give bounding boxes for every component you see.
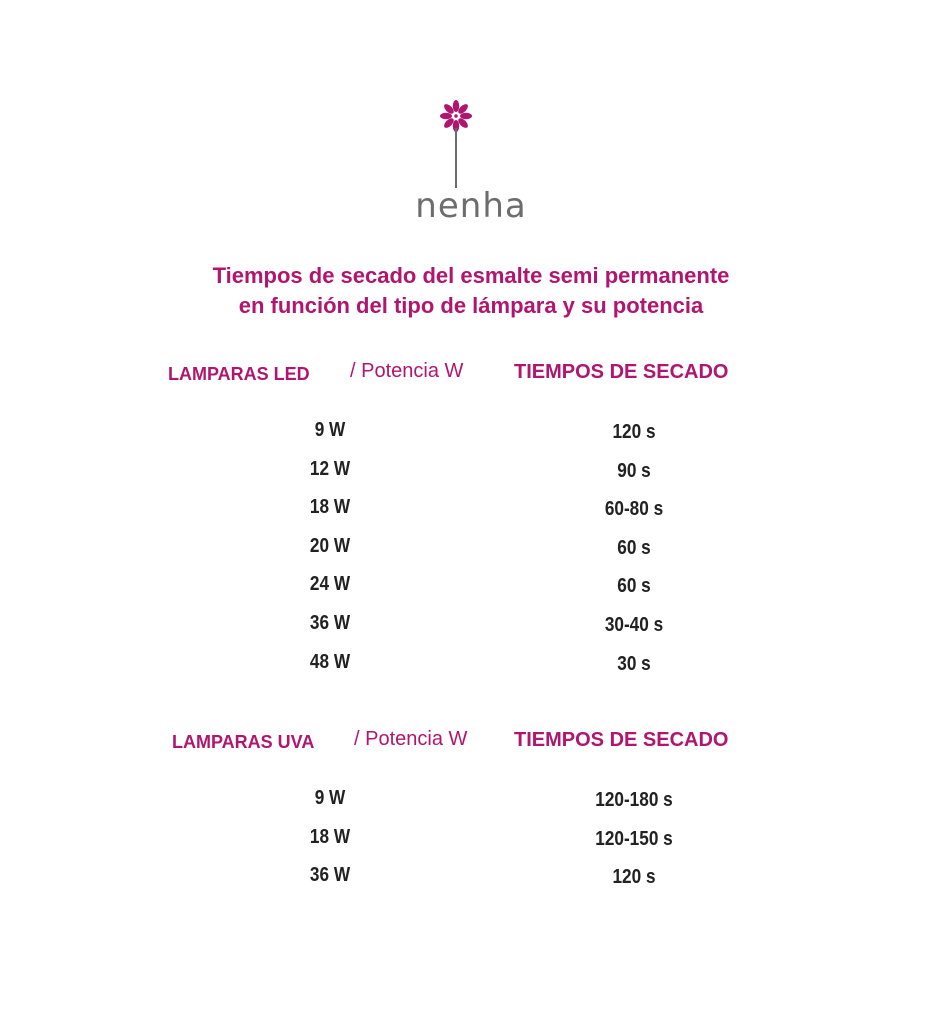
power-value: 48 W — [309, 650, 351, 673]
drying-time-value: 60 s — [617, 536, 651, 559]
drying-time-value: 60-80 s — [604, 498, 664, 521]
drying-time-value: 120 s — [612, 866, 656, 888]
power-value: 9 W — [314, 787, 346, 809]
title-line-1: Tiempos de secado del esmalte semi permanente — [212, 263, 730, 288]
power-value: 18 W — [309, 825, 351, 848]
logo-stem — [455, 128, 457, 188]
drying-time-value: 120-150 s — [595, 827, 673, 850]
power-value: 36 W — [309, 864, 351, 886]
uva-time-label: TIEMPOS DE SECADO — [514, 729, 729, 751]
uva-power-label: / Potencia W — [354, 728, 468, 750]
power-value: 24 W — [309, 573, 351, 596]
brand-name: nenha — [415, 186, 527, 226]
led-time-label: TIEMPOS DE SECADO — [514, 361, 729, 383]
power-value: 18 W — [309, 496, 351, 519]
power-value: 12 W — [309, 457, 351, 480]
brand-logo — [0, 98, 942, 238]
uva-type-label: LAMPARAS UVA — [172, 732, 315, 752]
title-line-2: en función del tipo de lámpara y su potencia — [238, 293, 704, 318]
drying-time-value: 30 s — [617, 652, 651, 675]
power-value: 20 W — [309, 534, 351, 557]
power-value: 36 W — [309, 612, 351, 634]
drying-time-value: 90 s — [617, 459, 651, 482]
power-value: 9 W — [314, 419, 346, 441]
drying-time-value: 60 s — [617, 575, 651, 598]
drying-time-value: 120 s — [612, 421, 656, 443]
drying-time-value: 120-180 s — [595, 789, 673, 811]
led-power-label: / Potencia W — [350, 360, 464, 382]
drying-time-value: 30-40 s — [604, 614, 664, 636]
led-type-label: LAMPARAS LED — [168, 364, 310, 384]
